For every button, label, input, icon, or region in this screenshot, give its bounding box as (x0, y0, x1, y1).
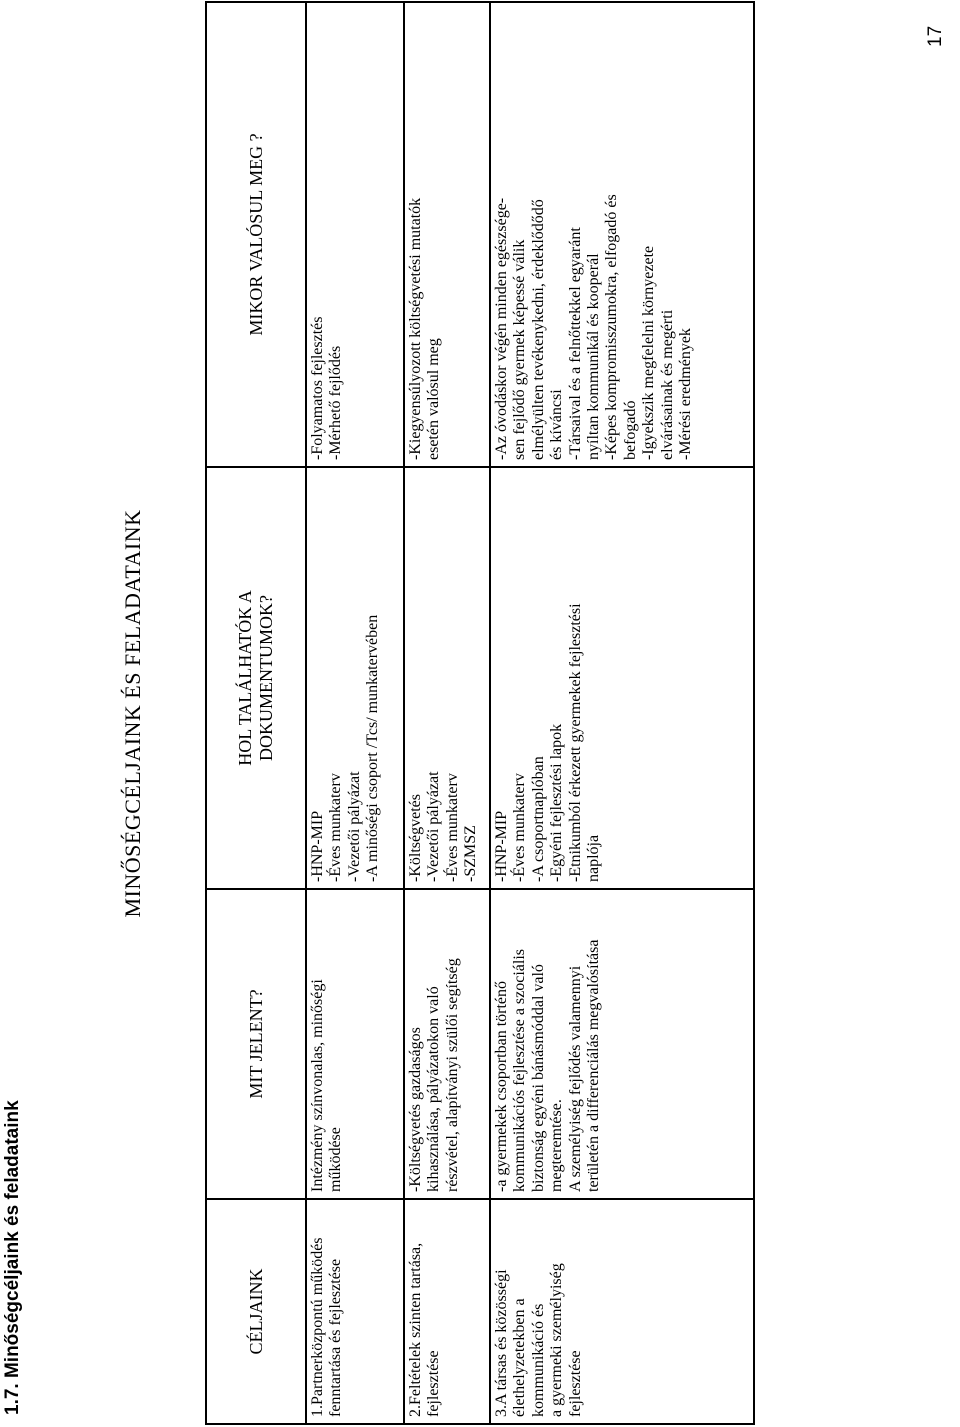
goal-cell: 1.Partnerközpontú működés fenntartása és fejlesztése (306, 1199, 404, 1424)
goal-cell: 3.A társas és közösségi élethelyzetekben a kommunikáció és a gyermeki személyiség fejlesztése (490, 1199, 754, 1424)
when-cell: -Kiegyensúlyozott költségvetési mutatók esetén valósul meg (404, 2, 490, 467)
docs-cell: -Költségvetés -Vezetői pályázat -Éves munkaterv -SZMSZ (404, 467, 490, 889)
meaning-cell: -a gyermekek csoportban történő kommunikációs fejlesztése a szociális biztonság egyéni bánásmóddal való megteremtése. A személyiség fejlődés valamennyi területén a differenciálás megvalósítása (490, 889, 754, 1199)
table-row (306, 2, 404, 1424)
table-row (404, 2, 490, 1424)
table-row (490, 2, 754, 1424)
header-meaning: MIT JELENT? (206, 889, 306, 1199)
header-goals: CÉLJAINK (206, 1199, 306, 1424)
main-title: MINŐSÉGCÉLJAINK ÉS FELADATAINK (120, 509, 145, 918)
header-when: MIKOR VALÓSUL MEG ? (206, 2, 306, 467)
goal-cell: 2.Feltételek szinten tartása, fejlesztése (404, 1199, 490, 1424)
goals-table (205, 1, 755, 1425)
docs-cell: -HNP-MIP -Éves munkaterv -A csoportnaplóban -Egyéni fejlesztési lapok -Etnikumból érkezett gyermekek fejlesztési naplója (490, 467, 754, 889)
when-cell: -Az óvodáskor végén minden egészsége- sen fejlődő gyermek képessé válik elmélyülten tevékenykedni, érdeklődődő és kíváncsi -Társaival és a felnőttekkel egyaránt nyíltan kommunikál és kooperál -Képes kompromisszumokra, elfogadó és befogadó -Igyekszik megfelelni környezete elvárásainak és megérti -Mérési eredmények (490, 2, 754, 467)
meaning-cell: -Költségvetés gazdaságos kihasználása, pályázatokon való részvétel, alapítványi szülői segítség (404, 889, 490, 1199)
docs-cell: -HNP-MIP -Éves munkaterv -Vezetői pályázat -A minőségi csoport /Tcs/ munkatervében (306, 467, 404, 889)
header-docs: HOL TALÁLHATÓK A DOKUMENTUMOK? (206, 467, 306, 889)
table-header-row (206, 2, 306, 1424)
meaning-cell: Intézmény színvonalas, minőségi működése (306, 889, 404, 1199)
when-cell: -Folyamatos fejlesztés -Mérhető fejlődés (306, 2, 404, 467)
page-number: 17 (925, 25, 946, 47)
section-title: 1.7. Minőségcéljaink és feladataink (2, 1100, 23, 1415)
